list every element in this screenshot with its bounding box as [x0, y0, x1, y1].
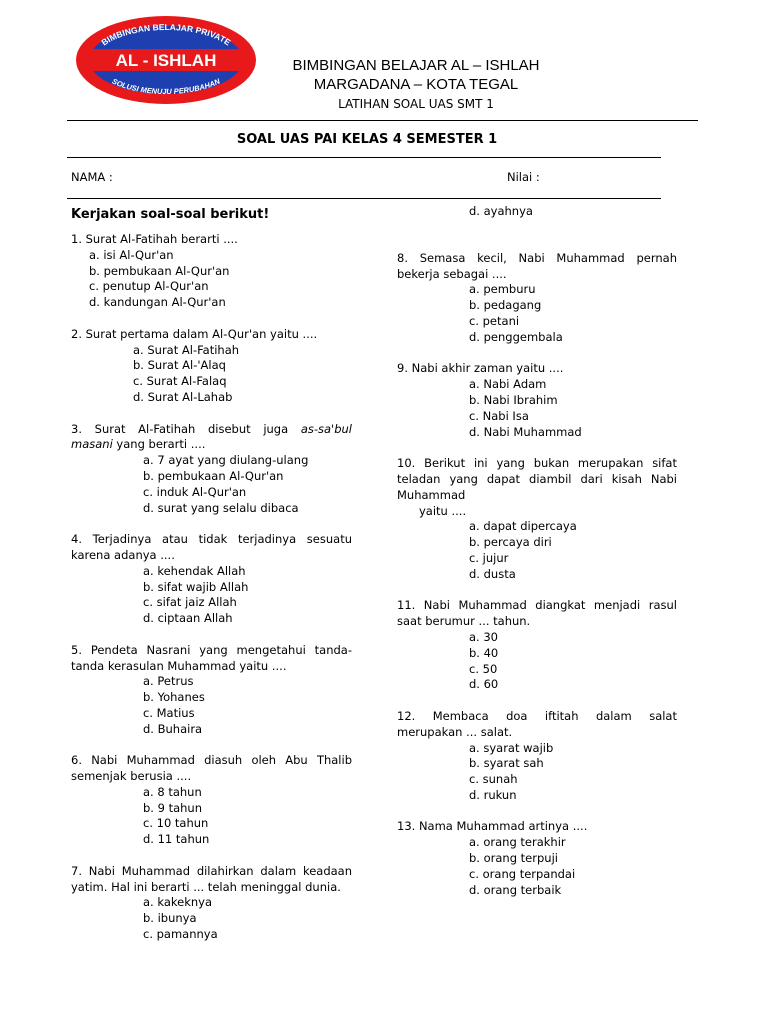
answer-option: b. sifat wajib Allah [143, 579, 249, 594]
question-italic-term: as-sa'bul masani [71, 421, 352, 452]
question-stem: 5. Pendeta Nasrani yang mengetahui tanda-tanda kerasulan Muhammad yaitu .... [71, 642, 352, 673]
question-stem-end: yang berarti .... [112, 437, 206, 452]
question-continuation: yaitu .... [419, 503, 467, 518]
answer-option: b. percaya diri [469, 535, 552, 550]
answer-option: c. petani [469, 313, 520, 328]
title-divider [67, 157, 661, 158]
answer-option: d. surat yang selalu dibaca [143, 500, 299, 515]
question-stem: 9. Nabi akhir zaman yaitu .... [397, 361, 564, 376]
logo-arc-bottom-text: SOLUSI MENUJU PERUBAHAN [110, 76, 222, 97]
answer-option: d. dusta [469, 566, 516, 581]
logo-name: AL - ISHLAH [115, 51, 217, 70]
answer-option: c. 50 [469, 661, 498, 676]
answer-option: b. ibunya [143, 911, 197, 926]
answer-option: c. sunah [469, 772, 518, 787]
answer-option: b. pembukaan Al-Qur'an [89, 263, 230, 278]
answer-option: a. pemburu [469, 282, 536, 297]
answer-option: a. Petrus [143, 674, 194, 689]
question-1-text [71, 232, 352, 248]
name-divider [67, 198, 661, 199]
question-5-text [71, 643, 352, 675]
question-stem: 13. Nama Muhammad artinya .... [397, 819, 588, 834]
question-stem: 4. Terjadinya atau tidak terjadinya sesuatu karena adanya .... [71, 532, 352, 562]
answer-option: a. 30 [469, 629, 498, 644]
answer-option: c. jujur [469, 550, 509, 565]
question-column-left [71, 232, 352, 943]
question-8-text [397, 251, 677, 283]
answer-option: b. pembukaan Al-Qur'an [143, 468, 284, 483]
header-line-2: MARGADANA – KOTA TEGAL [313, 76, 519, 93]
answer-option: c. Matius [143, 705, 195, 720]
header-divider [67, 120, 698, 121]
answer-option: d. Nabi Muhammad [469, 424, 582, 439]
answer-option: d. 60 [469, 677, 499, 692]
answer-option: c. penutup Al-Qur'an [89, 279, 209, 294]
answer-option: c. 10 tahun [143, 816, 209, 831]
answer-option: c. sifat jaiz Allah [143, 595, 237, 610]
answer-option: a. 7 ayat yang diulang-ulang [143, 453, 309, 468]
answer-option: c. pamannya [143, 927, 218, 942]
answer-option: b. syarat sah [469, 756, 544, 771]
answer-option: a. Nabi Adam [469, 377, 547, 392]
question-13-text [397, 819, 677, 835]
question-12-text [397, 709, 677, 741]
answer-option: d. orang terbaik [469, 882, 562, 897]
question-stem: 12. Membaca doa iftitah dalam salat merupakan ... salat. [397, 708, 677, 739]
answer-option: a. orang terakhir [469, 835, 566, 850]
answer-option: b. Surat Al-'Alaq [133, 358, 226, 373]
logo-arc-top-text: BIMBINGAN BELAJAR PRIVATE [99, 21, 233, 48]
answer-option: d. kandungan Al-Qur'an [89, 295, 226, 310]
question-11-text [397, 598, 677, 630]
answer-option: b. 9 tahun [143, 800, 203, 815]
question-stem: 10. Berikut ini yang bukan merupakan sifat teladan yang dapat diambil dari kisah Nabi Muhammad [397, 456, 677, 502]
score-label: Nilai : [507, 170, 540, 184]
answer-option: a. isi Al-Qur'an [89, 247, 174, 262]
answer-option: b. Yohanes [143, 690, 205, 705]
instruction-heading: Kerjakan soal-soal berikut! [71, 207, 270, 222]
question-column-right [397, 204, 677, 898]
question-stem: 11. Nabi Muhammad diangkat menjadi rasul saat berumur ... tahun. [397, 598, 677, 629]
answer-option: a. syarat wajib [469, 740, 554, 755]
answer-option: c. Nabi Isa [469, 408, 529, 423]
question-6-text [71, 753, 352, 785]
question-10-text [397, 456, 677, 503]
question-2-text [71, 327, 352, 343]
answer-option: d. 11 tahun [143, 832, 210, 847]
header-line-3: LATIHAN SOAL UAS SMT 1 [338, 97, 494, 111]
answer-option: d. ayahnya [469, 204, 533, 218]
answer-option: a. 8 tahun [143, 784, 202, 799]
answer-option: c. induk Al-Qur'an [143, 484, 247, 499]
answer-option: a. kakeknya [143, 895, 212, 910]
question-3-text [71, 422, 352, 454]
answer-option: a. kehendak Allah [143, 563, 246, 578]
answer-option: b. pedagang [469, 298, 542, 313]
answer-option: d. Surat Al-Lahab [133, 389, 233, 404]
question-stem: 1. Surat Al-Fatihah berarti .... [71, 232, 238, 246]
question-stem: 6. Nabi Muhammad diasuh oleh Abu Thalib semenjak berusia .... [71, 753, 352, 784]
question-7-text [71, 864, 352, 896]
exam-title: SOAL UAS PAI KELAS 4 SEMESTER 1 [236, 132, 498, 147]
question-stem: 3. Surat Al-Fatihah disebut juga [71, 421, 301, 436]
header-line-1: BIMBINGAN BELAJAR AL – ISHLAH [292, 57, 540, 74]
answer-option: a. dapat dipercaya [469, 519, 577, 534]
answer-option: c. Surat Al-Falaq [133, 374, 227, 389]
answer-option: d. Buhaira [143, 721, 203, 736]
question-stem: 2. Surat pertama dalam Al-Qur'an yaitu .... [71, 326, 318, 341]
question-9-text [397, 361, 677, 377]
al-ishlah-logo [74, 14, 258, 106]
answer-option: b. Nabi Ibrahim [469, 392, 558, 407]
question-stem: 7. Nabi Muhammad dilahirkan dalam keadaan yatim. Hal ini berarti ... telah meninggal dunia. [71, 863, 352, 894]
question-4-text [71, 532, 352, 564]
answer-option: b. 40 [469, 645, 499, 660]
answer-option: a. Surat Al-Fatihah [133, 342, 240, 357]
answer-option: d. rukun [469, 787, 517, 802]
name-label: NAMA : [71, 170, 113, 184]
answer-option: d. ciptaan Allah [143, 611, 233, 626]
answer-option: b. orang terpuji [469, 851, 558, 866]
answer-option: c. orang terpandai [469, 866, 576, 881]
answer-option: d. penggembala [469, 329, 563, 344]
question-stem: 8. Semasa kecil, Nabi Muhammad pernah bekerja sebagai .... [397, 250, 677, 281]
